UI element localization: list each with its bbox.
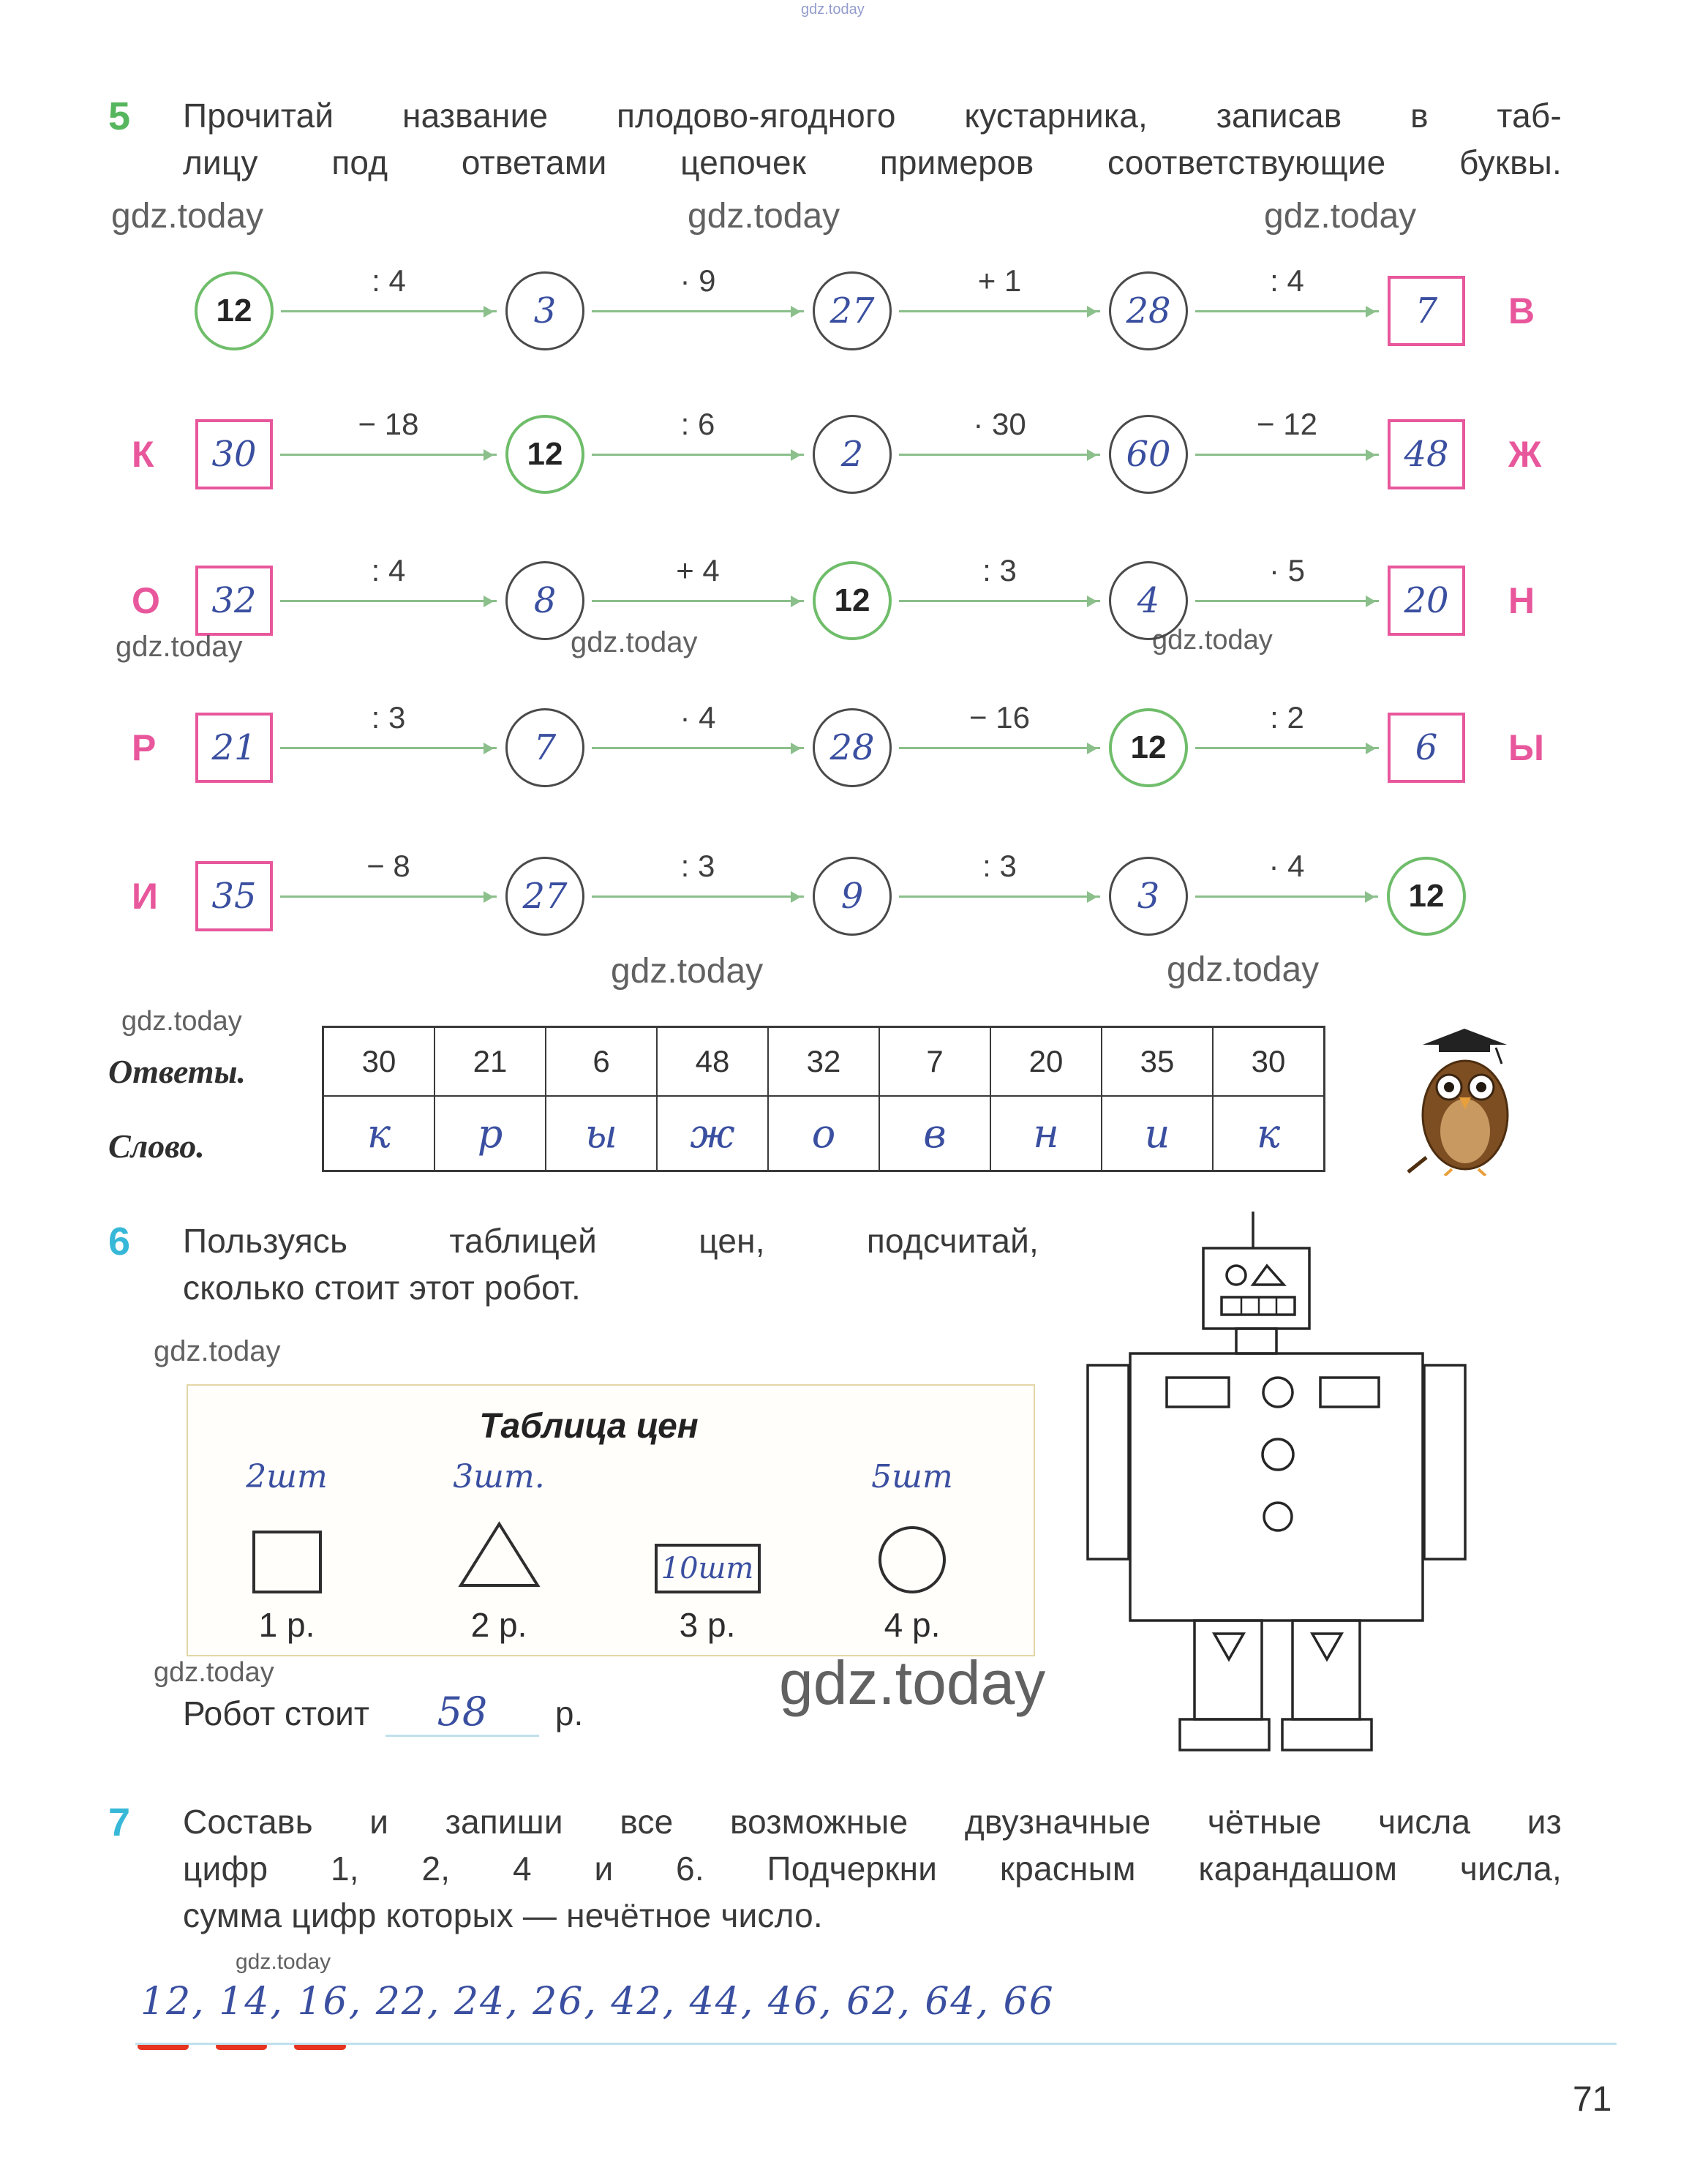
answers-table: [322, 1026, 1325, 1172]
operation-label: · 9: [680, 263, 716, 298]
answers-row-label: Ответы.: [108, 1053, 246, 1090]
robot-illustration: [1086, 1206, 1467, 1765]
answer-number: 66: [1003, 1980, 1055, 2024]
chain-node: [813, 708, 892, 787]
robot-cost-line: [183, 1689, 583, 1737]
answer-cell: 7: [879, 1027, 990, 1096]
paragraph-line: Пользуясь таблицей цен, подсчитай,: [183, 1222, 1039, 1260]
arrow-icon: [280, 747, 497, 749]
robot-cost-answer-blank: [385, 1689, 539, 1737]
chain-node: [505, 415, 584, 494]
operation-label: − 8: [366, 849, 410, 883]
example-chain-row: [0, 407, 1708, 502]
word-letter-cell: к: [1213, 1096, 1324, 1171]
item-price: 3 р.: [679, 1606, 736, 1644]
watermark: gdz.today: [1167, 950, 1320, 989]
chain-node-value: 32: [211, 580, 257, 621]
answer-number: 42: [611, 1980, 663, 2024]
answer-number: 26: [533, 1980, 584, 2024]
chain-node-value: 12: [527, 436, 563, 472]
price-item: [199, 1443, 375, 1645]
word-row-label: Слово.: [108, 1127, 205, 1165]
item-count: 3шт.: [453, 1458, 545, 1495]
price-item: [824, 1443, 1000, 1645]
answer-number: 22: [375, 1980, 427, 2024]
chain-node: [505, 857, 584, 936]
task5-number: 5: [108, 94, 131, 138]
answer-cell: 21: [434, 1027, 546, 1096]
arrow-icon: [1195, 454, 1379, 456]
paragraph-line: Прочитай название плодово-ягодного кустарника, записав в таб-: [183, 97, 1562, 135]
arrow-icon: [899, 454, 1100, 456]
word-letter-cell: р: [434, 1096, 546, 1171]
rectangle-shape: [655, 1544, 761, 1593]
arrow-icon: [899, 310, 1100, 312]
chain-node-value: 12: [834, 582, 870, 618]
chain-node-value: 27: [829, 290, 875, 331]
answer-cell: 20: [990, 1027, 1102, 1096]
price-table-title: Таблица цен: [479, 1407, 699, 1446]
chain-node: [1109, 271, 1188, 350]
item-count: 10шт: [661, 1552, 754, 1585]
operation-label: + 4: [676, 553, 720, 587]
answer-number: 44: [689, 1980, 741, 2024]
chain-node: [1109, 708, 1188, 787]
answer-cell: 35: [1102, 1027, 1213, 1096]
answer-cell: 30: [323, 1027, 434, 1096]
chain-node-value: 35: [211, 876, 257, 917]
comma-separator: ,: [270, 1980, 298, 2024]
paragraph-line: Составь и запиши все возможные двузначные чётные числа из: [183, 1803, 1562, 1841]
arrow-icon: [1195, 895, 1378, 898]
paragraph-line: лицу под ответами цепочек примеров соответствующие буквы.: [183, 143, 1562, 181]
comma-separator: ,: [819, 1980, 847, 2024]
word-letter-cell: в: [879, 1096, 990, 1171]
chain-node-value: 48: [1404, 434, 1449, 475]
comma-separator: ,: [426, 1980, 454, 2024]
watermark: gdz.today: [1264, 197, 1417, 236]
chain-node: [195, 419, 273, 489]
chain-start-letter: И: [132, 876, 158, 917]
watermark: gdz.today: [688, 197, 840, 236]
arrow-icon: [1195, 310, 1379, 312]
watermark: gdz.today: [801, 1, 865, 18]
comma-separator: ,: [898, 1980, 925, 2024]
watermark: gdz.today: [236, 1950, 331, 1974]
operation-label: · 5: [1268, 553, 1305, 587]
arrow-icon: [592, 310, 804, 312]
watermark: gdz.today: [611, 952, 764, 991]
chain-node: [195, 566, 273, 636]
chain-node-value: 12: [1130, 729, 1167, 765]
paragraph-line: сумма цифр которых — нечётное число.: [183, 1896, 823, 1934]
operation-label: + 1: [977, 263, 1022, 298]
answer-cell: 6: [546, 1027, 657, 1096]
chain-node-value: 27: [522, 876, 568, 917]
chain-end-letter: Н: [1508, 580, 1535, 621]
owl-illustration: [1401, 1026, 1529, 1179]
operation-label: : 4: [371, 553, 406, 587]
comma-separator: ,: [976, 1980, 1004, 2024]
chain-start-letter: К: [132, 434, 154, 475]
chain-node-value: 12: [216, 293, 252, 328]
watermark: gdz.today: [111, 197, 264, 236]
comma-separator: ,: [584, 1980, 612, 2024]
item-shape-zone: [879, 1498, 946, 1593]
operation-label: : 3: [371, 700, 406, 735]
chain-node: [195, 861, 273, 931]
chain-node: [1109, 857, 1188, 936]
triangle-shape: [457, 1520, 541, 1593]
item-price: 4 р.: [884, 1606, 941, 1644]
answer-number: 46: [767, 1980, 820, 2024]
word-letter-cell: о: [768, 1096, 879, 1171]
price-table: [187, 1384, 1035, 1656]
arrow-icon: [1195, 600, 1379, 602]
answer-number: 62: [846, 1980, 898, 2024]
comma-separator: ,: [505, 1980, 533, 2024]
task7-text: [183, 1798, 1562, 1939]
operation-label: : 4: [1270, 263, 1304, 298]
task7-answer-numbers: [140, 1975, 1603, 2028]
answer-number: 14: [219, 1975, 270, 2028]
chain-node: [813, 415, 892, 494]
watermark: gdz.today: [1152, 625, 1273, 656]
chain-node-value: 60: [1126, 434, 1171, 475]
comma-separator: ,: [740, 1980, 768, 2024]
watermark: gdz.today: [154, 1335, 281, 1367]
word-letter-cell: ж: [657, 1096, 768, 1171]
watermark: gdz.today: [121, 1006, 242, 1037]
example-chains: [0, 0, 1708, 1024]
item-price: 1 р.: [258, 1606, 315, 1644]
chain-node-value: 12: [1408, 878, 1445, 914]
chain-node-value: 28: [1126, 290, 1171, 331]
answer-number: 64: [925, 1980, 977, 2024]
chain-node: [813, 857, 892, 936]
arrow-icon: [592, 895, 804, 898]
page-number: 71: [1573, 2080, 1612, 2119]
example-chain-row: [0, 700, 1708, 795]
item-shape-zone: [655, 1498, 761, 1593]
chain-start-letter: Р: [132, 727, 157, 768]
chain-node-value: 3: [1137, 876, 1160, 917]
answer-number: 16: [297, 1975, 348, 2028]
chain-node-value: 7: [533, 727, 557, 768]
square-shape: [252, 1531, 322, 1593]
word-letter-cell: и: [1102, 1096, 1213, 1171]
watermark: gdz.today: [571, 626, 698, 658]
chain-node-value: 3: [533, 290, 557, 331]
chain-node-value: 21: [211, 727, 257, 768]
robot-cost-prefix: Робот стоит: [183, 1694, 369, 1732]
chain-node: [505, 708, 584, 787]
item-shape-zone: [457, 1498, 541, 1593]
arrow-icon: [899, 600, 1100, 602]
operation-label: : 2: [1270, 700, 1304, 735]
chain-node-value: 9: [840, 876, 864, 917]
writing-guide-line: [135, 2043, 1617, 2045]
answer-cell: 32: [768, 1027, 879, 1096]
chain-node: [195, 713, 273, 783]
arrow-icon: [280, 895, 497, 898]
arrow-icon: [281, 310, 497, 312]
robot-cost-suffix: р.: [554, 1694, 584, 1732]
arrow-icon: [592, 747, 804, 749]
chain-node: [1388, 566, 1465, 636]
chain-node-value: 6: [1415, 727, 1438, 768]
chain-end-letter: Ы: [1508, 727, 1544, 768]
chain-end-letter: В: [1508, 290, 1535, 331]
operation-label: : 3: [982, 849, 1017, 883]
item-count: 2шт: [246, 1458, 328, 1495]
operation-label: : 3: [680, 849, 715, 883]
chain-node: [1388, 419, 1465, 489]
robot-cost-answer-value: 58: [437, 1689, 488, 1735]
example-chain-row: [0, 553, 1708, 648]
chain-node: [1109, 415, 1188, 494]
arrow-icon: [280, 600, 497, 602]
item-count: 5шт: [871, 1458, 953, 1495]
task7-number: 7: [108, 1801, 131, 1844]
arrow-icon: [592, 454, 804, 456]
price-item: [411, 1443, 587, 1645]
chain-node-value: 7: [1415, 290, 1438, 331]
operation-label: − 18: [358, 407, 419, 441]
chain-node-value: 4: [1137, 580, 1160, 621]
paragraph-line: сколько стоит этот робот.: [183, 1269, 581, 1307]
operation-label: : 4: [372, 263, 406, 298]
word-letter-cell: к: [323, 1096, 434, 1171]
chain-node-value: 30: [211, 434, 257, 475]
arrow-icon: [899, 747, 1100, 749]
item-price: 2 р.: [470, 1606, 527, 1644]
answer-cell: 48: [657, 1027, 768, 1096]
chain-node-value: 28: [829, 727, 875, 768]
answer-number: 24: [454, 1980, 506, 2024]
operation-label: · 4: [1268, 849, 1305, 883]
operation-label: − 16: [969, 700, 1030, 735]
word-letter-cell: ы: [546, 1096, 657, 1171]
watermark: gdz.today: [779, 1648, 1046, 1717]
operation-label: · 4: [680, 700, 716, 735]
chain-node: [1388, 276, 1465, 346]
arrow-icon: [592, 600, 804, 602]
chain-node: [813, 561, 892, 640]
watermark: gdz.today: [116, 631, 243, 663]
task6-text: [183, 1217, 1039, 1311]
chain-node-value: 2: [840, 434, 864, 475]
chain-end-letter: Ж: [1508, 434, 1542, 475]
arrow-icon: [280, 454, 497, 456]
answer-number: 12: [140, 1975, 192, 2028]
chain-node-value: 8: [533, 580, 557, 621]
operation-label: : 3: [982, 553, 1017, 587]
comma-separator: ,: [348, 1980, 376, 2024]
arrow-icon: [899, 895, 1100, 898]
arrow-icon: [1195, 747, 1379, 749]
comma-separator: ,: [192, 1980, 219, 2024]
item-shape-zone: [252, 1498, 322, 1593]
operation-label: − 12: [1257, 407, 1317, 441]
paragraph-line: цифр 1, 2, 4 и 6. Подчеркни красным карандашом числа,: [183, 1850, 1562, 1888]
word-letter-cell: н: [990, 1096, 1102, 1171]
chain-node-value: 20: [1404, 580, 1449, 621]
chain-node: [195, 271, 274, 350]
example-chain-row: [0, 849, 1708, 944]
circle-shape: [879, 1526, 946, 1593]
operation-label: : 6: [680, 407, 715, 441]
operation-label: · 30: [973, 407, 1026, 441]
answer-cell: 30: [1213, 1027, 1324, 1096]
watermark: gdz.today: [154, 1657, 274, 1688]
chain-node: [505, 271, 584, 350]
chain-node: [1387, 857, 1466, 936]
chain-node: [813, 271, 892, 350]
chain-node: [1388, 713, 1465, 783]
chain-start-letter: О: [132, 580, 160, 621]
example-chain-row: [0, 263, 1708, 358]
task6-number: 6: [108, 1220, 131, 1264]
price-item: [620, 1443, 795, 1645]
comma-separator: ,: [662, 1980, 690, 2024]
